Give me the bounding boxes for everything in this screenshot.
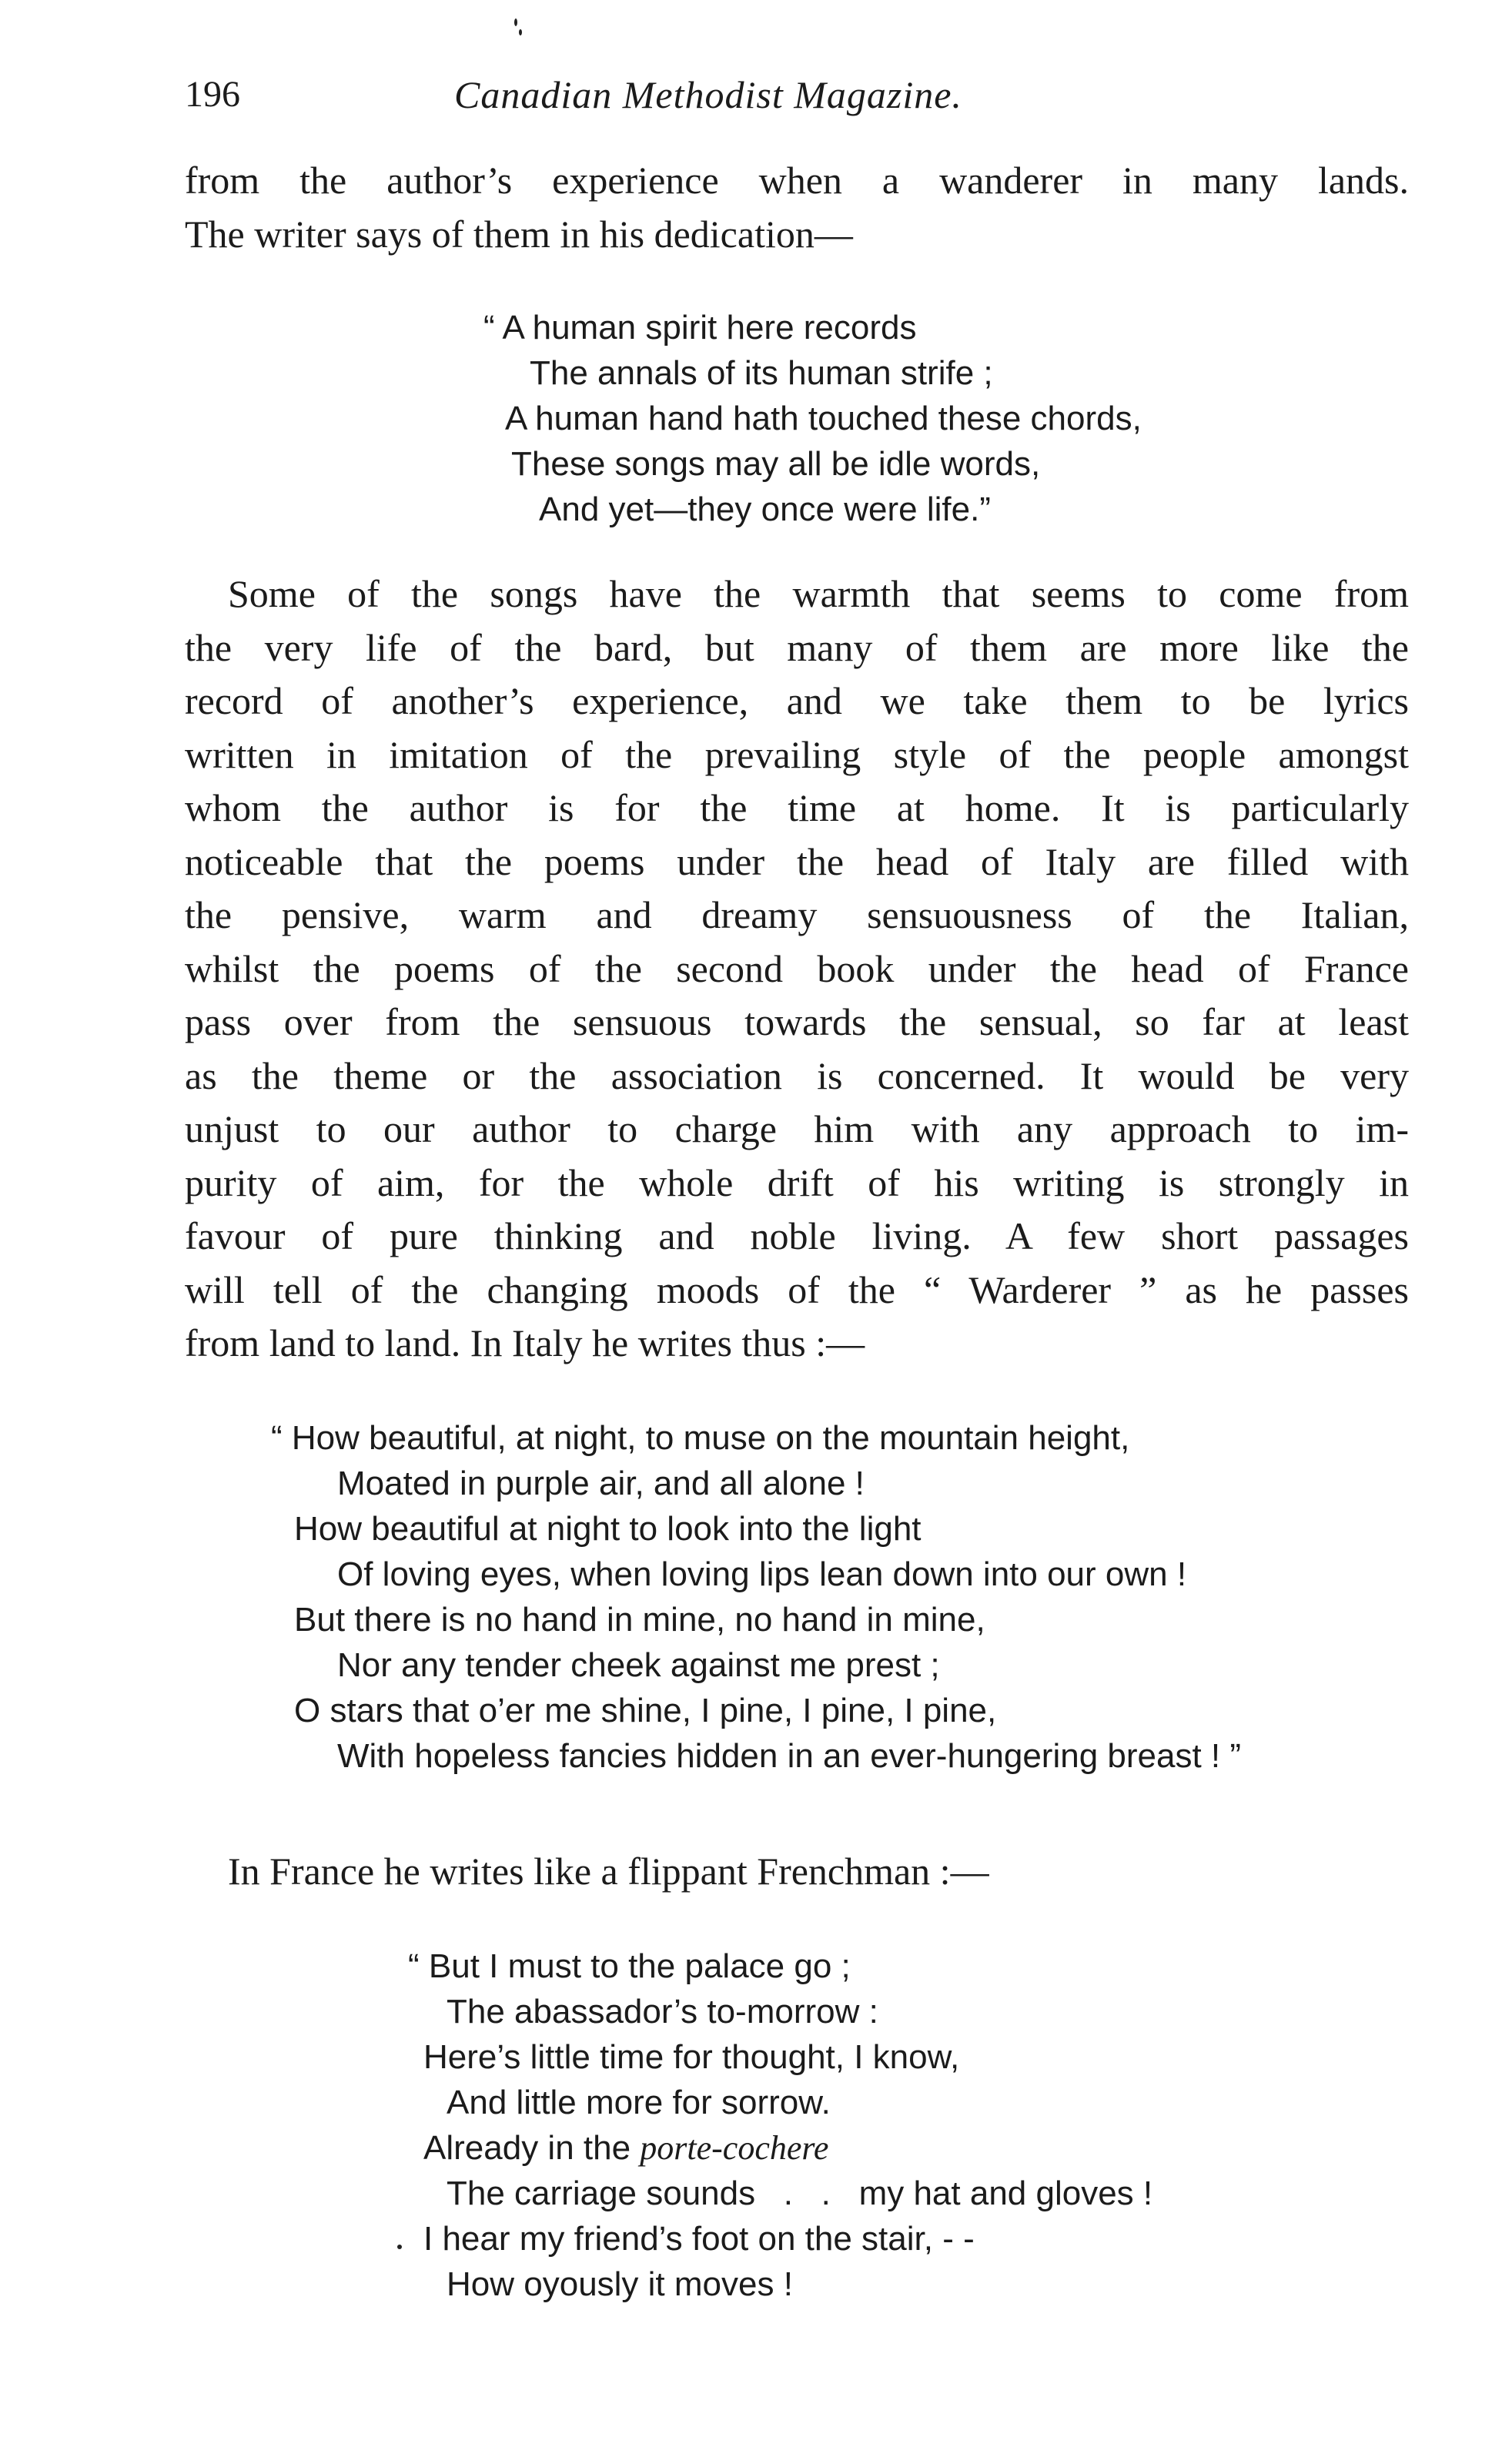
text-line: noticeable that the poems under the head of Italy are filled with	[185, 839, 1409, 883]
verse-line: I hear my friend’s foot on the stair, - -	[423, 2220, 975, 2258]
verse-line: Nor any tender cheek against me prest ;	[337, 1646, 940, 1684]
italy-poem	[271, 1415, 1241, 1779]
main-paragraph	[185, 567, 1409, 1371]
print-speck	[519, 29, 522, 35]
text-line: The writer says of them in his dedication—	[185, 212, 853, 256]
verse-line: And little more for sorrow.	[447, 2084, 831, 2121]
text-line: the very life of the bard, but many of them are more like the	[185, 625, 1409, 669]
france-intro	[185, 1845, 1409, 1899]
verse-line: O stars that o’er me shine, I pine, I pine, I pine,	[294, 1692, 997, 1729]
running-title: Canadian Methodist Magazine.	[454, 73, 962, 116]
text-line: whilst the poems of the second book under the head of France	[185, 946, 1409, 990]
italic-term: porte-cochere	[640, 2129, 829, 2167]
verse-text: Already in the	[423, 2129, 641, 2167]
text-line: the pensive, warm and dreamy sensuousness of the Italian,	[185, 893, 1409, 936]
verse-line: How oyously it moves !	[447, 2265, 793, 2303]
text-line: as the theme or the association is concerned. It would be very	[185, 1053, 1409, 1097]
text-line: record of another’s experience, and we take them to be lyrics	[185, 679, 1409, 722]
france-poem	[408, 1943, 1152, 2307]
verse-line	[408, 2125, 1152, 2171]
text-line: from the author’s experience when a wanderer in many lands.	[185, 159, 1409, 202]
verse-line: A human hand hath touched these chords,	[505, 400, 1142, 437]
verse-line: “ How beautiful, at night, to muse on the mountain height,	[271, 1419, 1130, 1457]
verse-line: These songs may all be idle words,	[511, 445, 1041, 483]
page-number: 196	[185, 74, 240, 115]
intro-paragraph	[185, 154, 1409, 261]
running-header	[185, 68, 1386, 122]
verse-line: With hopeless fancies hidden in an ever-hungering breast ! ”	[337, 1737, 1242, 1775]
text-line: favour of pure thinking and noble living. A few short passages	[185, 1214, 1409, 1257]
text-line: written in imitation of the prevailing style of the people amongst	[185, 732, 1409, 776]
verse-line: “ But I must to the palace go ;	[408, 1947, 851, 1985]
text-line: from land to land. In Italy he writes thus :—	[185, 1321, 865, 1364]
text-line: will tell of the changing moods of the “ Warderer ” as he passes	[185, 1267, 1409, 1311]
verse-line: The annals of its human strife ;	[530, 354, 993, 392]
verse-line: Of loving eyes, when loving lips lean down into our own !	[337, 1555, 1187, 1593]
dedication-poem	[483, 305, 1142, 532]
verse-line: The carriage sounds . . my hat and gloves !	[447, 2174, 1153, 2212]
text-line: Some of the songs have the warmth that seems to come from	[228, 572, 1409, 615]
print-speck	[397, 2245, 402, 2249]
verse-line: The abassador’s to-morrow :	[447, 1993, 878, 2031]
verse-line: How beautiful at night to look into the light	[294, 1510, 922, 1548]
verse-line: But there is no hand in mine, no hand in mine,	[294, 1601, 985, 1639]
text-line: whom the author is for the time at home. It is particularly	[185, 786, 1409, 829]
text-line: purity of aim, for the whole drift of his writing is strongly in	[185, 1160, 1409, 1204]
text-line: unjust to our author to charge him with any approach to im-	[185, 1107, 1409, 1150]
text-line: pass over from the sensuous towards the sensual, so far at least	[185, 1000, 1409, 1043]
print-speck	[514, 18, 517, 26]
verse-line: Here’s little time for thought, I know,	[423, 2038, 960, 2076]
text-line: In France he writes like a flippant Frenchman :—	[228, 1850, 989, 1893]
verse-line: “ A human spirit here records	[483, 309, 917, 347]
verse-line: Moated in purple air, and all alone !	[337, 1465, 865, 1502]
verse-line: And yet—they once were life.”	[539, 490, 991, 528]
